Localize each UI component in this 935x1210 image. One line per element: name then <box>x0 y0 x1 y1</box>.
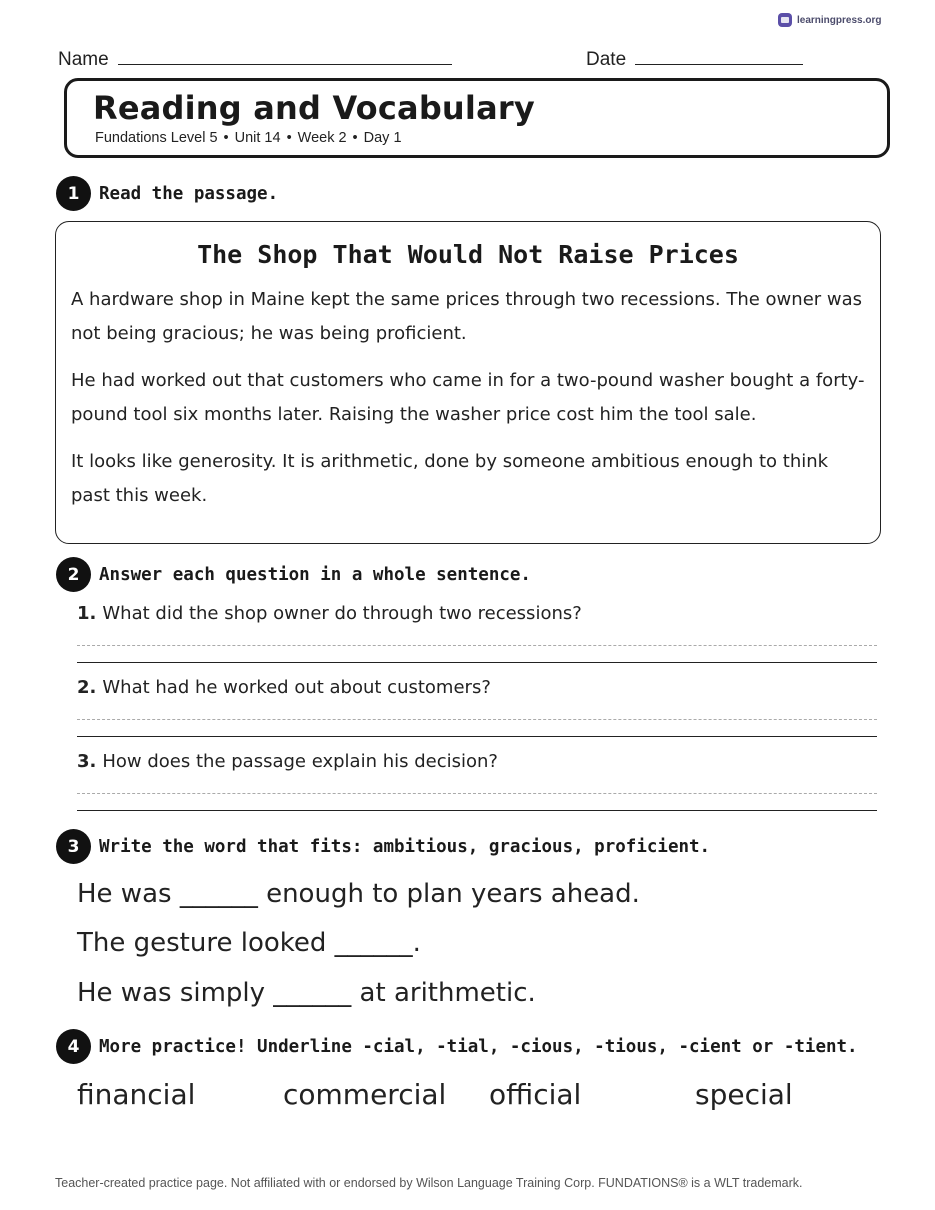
footer-disclaimer: Teacher-created practice page. Not affiliated with or endorsed by Wilson Language Training Corp. FUNDATIONS® is a WLT trademark. <box>55 1176 803 1190</box>
section-1-heading <box>56 176 278 211</box>
page-title: Reading and Vocabulary <box>93 89 535 127</box>
section-instruction: Read the passage. <box>99 183 279 204</box>
question-text: What did the shop owner do through two recessions? <box>102 603 582 624</box>
name-line <box>118 47 452 65</box>
site-logo <box>778 13 881 27</box>
section-instruction: More practice! Underline -cial, -tial, -cious, -tious, -cient or -tient. <box>99 1036 858 1057</box>
answer-line[interactable] <box>77 736 877 737</box>
answer-guide-line <box>77 645 877 646</box>
section-number: 1 <box>56 176 91 211</box>
question-1 <box>77 603 582 624</box>
section-number: 3 <box>56 829 91 864</box>
subtitle-separator: • <box>352 130 358 146</box>
practice-word[interactable]: financial <box>77 1078 196 1111</box>
date-label: Date <box>586 49 627 70</box>
section-2-heading <box>56 557 531 592</box>
subtitle-week: Week 2 <box>297 130 347 146</box>
passage-paragraph: It looks like generosity. It is arithmetic, done by someone ambitious enough to think past this week. <box>71 451 829 506</box>
subtitle-separator: • <box>223 130 229 146</box>
question-number: 2. <box>77 677 97 698</box>
answer-line[interactable] <box>77 810 877 811</box>
fill-in-sentence[interactable]: He was simply ______ at arithmetic. <box>77 978 536 1008</box>
fill-in-sentence[interactable]: The gesture looked ______. <box>77 928 421 958</box>
page-subtitle <box>95 130 402 146</box>
subtitle-day: Day 1 <box>363 130 402 146</box>
practice-word[interactable]: special <box>695 1078 793 1111</box>
answer-guide-line <box>77 719 877 720</box>
subtitle-unit: Unit 14 <box>234 130 281 146</box>
answer-line[interactable] <box>77 662 877 663</box>
passage-paragraph: He had worked out that customers who came in for a two-pound washer bought a forty-pound tool six months later. Raising the washer price cost him the tool sale. <box>71 370 865 425</box>
title-box <box>64 78 890 158</box>
section-number: 4 <box>56 1029 91 1064</box>
date-field <box>586 47 803 71</box>
section-3-heading <box>56 829 710 864</box>
section-4-heading <box>56 1029 858 1064</box>
question-3 <box>77 751 498 772</box>
date-line <box>635 47 803 65</box>
logo-text: learningpress.org <box>797 14 882 26</box>
question-number: 1. <box>77 603 97 624</box>
practice-word[interactable]: commercial <box>283 1078 447 1111</box>
question-text: What had he worked out about customers? <box>102 677 491 698</box>
passage-title: The Shop That Would Not Raise Prices <box>197 240 739 269</box>
section-instruction: Write the word that fits: ambitious, gracious, proficient. <box>99 836 711 857</box>
section-instruction: Answer each question in a whole sentence. <box>99 564 531 585</box>
subtitle-separator: • <box>286 130 292 146</box>
subtitle-level: Fundations Level 5 <box>95 130 218 146</box>
fill-in-sentence[interactable]: He was ______ enough to plan years ahead. <box>77 879 640 909</box>
answer-guide-line <box>77 793 877 794</box>
question-text: How does the passage explain his decision? <box>102 751 498 772</box>
passage-box <box>55 221 881 544</box>
passage-paragraph: A hardware shop in Maine kept the same prices through two recessions. The owner was not being gracious; he was being proficient. <box>71 289 863 344</box>
section-number: 2 <box>56 557 91 592</box>
name-label: Name <box>58 49 109 70</box>
book-icon <box>778 13 792 27</box>
name-field <box>58 47 452 71</box>
practice-word[interactable]: official <box>489 1078 582 1111</box>
question-2 <box>77 677 491 698</box>
question-number: 3. <box>77 751 97 772</box>
